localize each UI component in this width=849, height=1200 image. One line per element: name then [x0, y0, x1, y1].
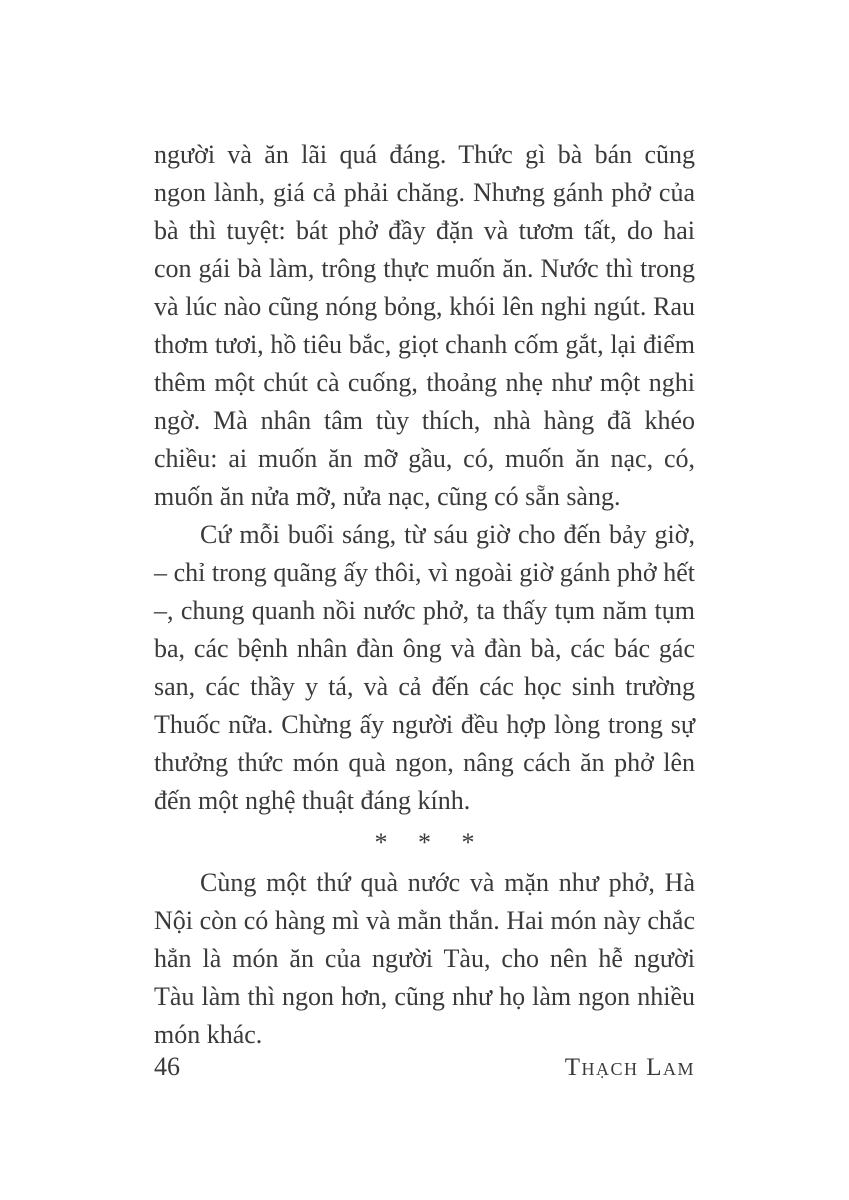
paragraph: Cứ mỗi buổi sáng, từ sáu giờ cho đến bảy giờ, – chỉ trong quãng ấy thôi, vì ngoài giờ gánh phở hết –, chung quanh nồi nước phở, ta thấy tụm năm tụm ba, các bệnh nhân đàn ông và đàn bà, các bác gác san, các thầy y tá, và cả đến các học sinh trường Thuốc nữa. Chừng ấy người đều hợp lòng trong sự thưởng thức món quà ngon, nâng cách ăn phở lên đến một nghệ thuật đáng kính. — [154, 520, 695, 815]
section-separator: * * * — [374, 828, 475, 857]
paragraph-continued: người và ăn lãi quá đáng. Thức gì bà bán cũng ngon lành, giá cả phải chăng. Nhưng gánh phở của bà thì tuyệt: bát phở đầy đặn và tươm tất, do hai con gái bà làm, trông thực muốn ăn. Nước thì trong và lúc nào cũng nóng bỏng, khói lên nghi ngút. Rau thơm tươi, hồ tiêu bắc, giọt chanh cốm gắt, lại điểm thêm một chút cà cuống, thoảng nhẹ như một nghi ngờ. Mà nhân tâm tùy thích, nhà hàng đã khéo chiều: ai muốn ăn mỡ gầu, có, muốn ăn nạc, có, muốn ăn nửa mỡ, nửa nạc, cũng có sẵn sàng. — [154, 140, 695, 511]
paragraph: Cùng một thứ quà nước và mặn như phở, Hà Nội còn có hàng mì và mằn thắn. Hai món này chắc hẳn là món ăn của người Tàu, cho nên hễ người Tàu làm thì ngon hơn, cũng như họ làm ngon nhiều món khác. — [154, 868, 695, 1049]
body-text — [154, 136, 695, 1054]
page-footer — [154, 1052, 695, 1082]
page-number: 46 — [154, 1052, 180, 1081]
author-name: Thạch Lam — [564, 1054, 695, 1081]
